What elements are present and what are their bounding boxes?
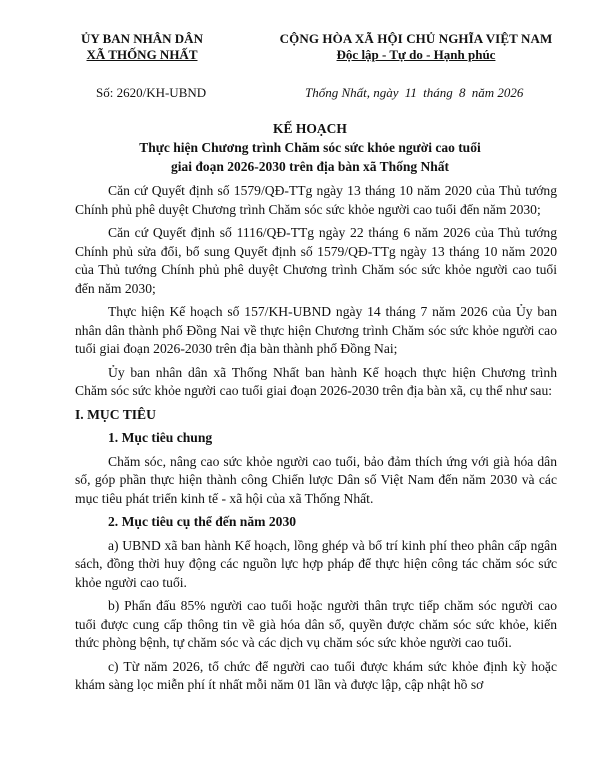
national-title: CỘNG HÒA XÃ HỘI CHỦ NGHĨA VIỆT NAM (279, 31, 553, 46)
section-heading-objectives: I. MỤC TIÊU (75, 406, 156, 422)
title-line-1: Thực hiện Chương trình Chăm sóc sức khỏe người cao tuổi (139, 140, 481, 155)
place-date-prefix: Thống Nhất, ngày (305, 85, 399, 100)
date-month: 8 (458, 85, 466, 100)
national-motto-block (270, 31, 562, 63)
date-year: năm 2026 (471, 85, 524, 100)
document-title (60, 119, 560, 176)
document-number: Số: 2620/KH-UBND (96, 85, 207, 100)
place-date (305, 85, 523, 101)
paragraph-legal-basis-3: Thực hiện Kế hoạch số 157/KH-UBND ngày 14 tháng 7 năm 2026 của Ủy ban nhân dân thành phố Đồng Nai về thực hiện Chương trình Chăm sóc sức khỏe người cao tuổi giai đoạn 2026-2030 trên địa bàn thành phố Đồng Nai; (75, 304, 557, 356)
authority-line-1: ỦY BAN NHÂN DÂN (81, 31, 203, 46)
paragraph-legal-basis-1: Căn cứ Quyết định số 1579/QĐ-TTg ngày 13 tháng 10 năm 2020 của Thủ tướng Chính phủ phê duyệt Chương trình Chăm sóc sức khỏe người cao tuổi đến năm 2030; (75, 183, 557, 217)
paragraph-objective-a: a) UBND xã ban hành Kế hoạch, lồng ghép và bố trí kinh phí theo phân cấp ngân sách, đồng thời huy động các nguồn lực hợp pháp để thực hiện công tác chăm sóc sức khỏe người cao tuổi. (75, 537, 557, 590)
national-motto: Độc lập - Tự do - Hạnh phúc (336, 47, 496, 62)
issuing-authority (72, 31, 212, 63)
document-body (75, 182, 557, 700)
paragraph-legal-basis-2: Căn cứ Quyết định số 1116/QĐ-TTg ngày 22 tháng 6 năm 2026 của Thủ tướng Chính phủ sửa đổi, bổ sung Quyết định số 1579/QĐ-TTg ngày 13 tháng 10 năm 2020 của Thủ tướng Chính phủ phê duyệt Chương trình Chăm sóc sức khỏe người cao tuổi đến năm 2030; (75, 225, 557, 296)
date-month-label: tháng (423, 85, 453, 100)
authority-line-2: XÃ THỐNG NHẤT (86, 47, 198, 62)
title-heading: KẾ HOẠCH (273, 121, 347, 136)
date-day: 11 (404, 85, 417, 100)
paragraph-objective-b: b) Phấn đấu 85% người cao tuổi hoặc người thân trực tiếp chăm sóc người cao tuổi được cung cấp thông tin về già hóa dân số, quyền được chăm sóc sức khỏe, kiến thức phòng bệnh, tự chăm sóc và các dịch vụ chăm sóc sức khỏe người cao tuổi. (75, 598, 557, 650)
paragraph-intro: Ủy ban nhân dân xã Thống Nhất ban hành Kế hoạch thực hiện Chương trình Chăm sóc sức khỏe người cao tuổi giai đoạn 2026-2030 trên địa bàn xã, cụ thể như sau: (75, 364, 557, 398)
subsection-general-objective: 1. Mục tiêu chung (108, 430, 213, 445)
subsection-specific-objectives: 2. Mục tiêu cụ thể đến năm 2030 (108, 514, 297, 529)
title-line-2: giai đoạn 2026-2030 trên địa bàn xã Thống Nhất (170, 159, 450, 174)
paragraph-objective-c: c) Từ năm 2026, tổ chức để người cao tuổi được khám sức khỏe định kỳ hoặc khám sàng lọc miễn phí ít nhất mỗi năm 01 lần và được lập, cập nhật hồ sơ (75, 658, 557, 692)
paragraph-general-objective: Chăm sóc, nâng cao sức khỏe người cao tuổi, bảo đảm thích ứng với già hóa dân số, góp phần thực hiện thành công Chiến lược Dân số Việt Nam đến năm 2030 và các mục tiêu phát triển kinh tế - xã hội của xã Thống Nhất. (75, 453, 557, 506)
